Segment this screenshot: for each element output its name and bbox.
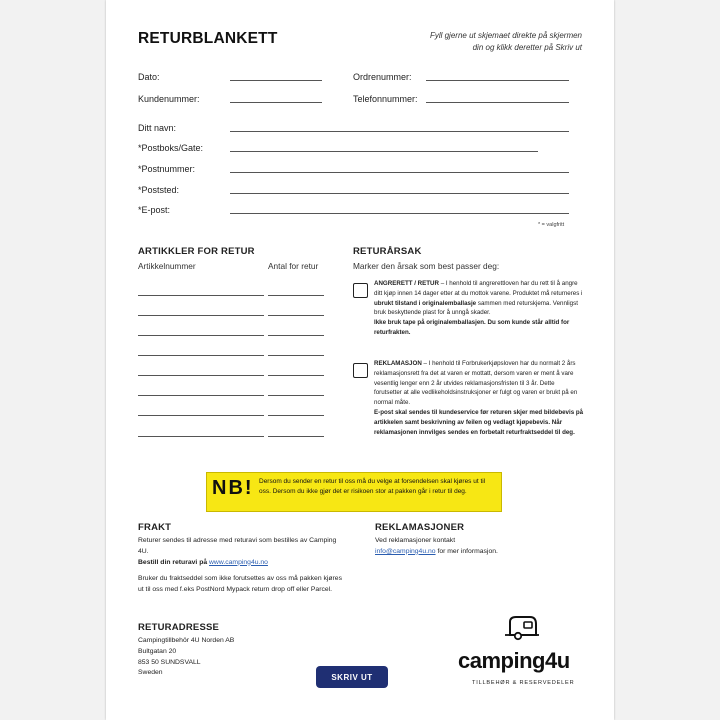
- frakt-line-3: Bruker du fraktseddel som ikke forutsettes av oss må pakken kjøres ut til oss med f.eks PostNord Mypack return drop off eller Parcel.: [138, 575, 342, 594]
- telefonnummer-label: Telefonnummer:: [353, 94, 418, 104]
- articles-heading: ARTIKKLER FOR RETUR: [138, 246, 255, 257]
- article-number-field[interactable]: [138, 375, 264, 376]
- angrerett-bold-2: Ikke bruk tape på originalemballasjen. Du som kunde står alltid for returfrakten.: [374, 319, 570, 336]
- dato-label: Dato:: [138, 72, 160, 82]
- article-amount-field[interactable]: [268, 355, 324, 356]
- ordrenummer-label: Ordrenummer:: [353, 72, 412, 82]
- form-title: RETURBLANKETT: [138, 30, 278, 47]
- nb-label: NB!: [212, 477, 254, 499]
- reason-heading: RETURÅRSAK: [353, 246, 422, 257]
- navn-field[interactable]: [230, 131, 569, 132]
- article-amount-field[interactable]: [268, 335, 324, 336]
- angrerett-text: [374, 279, 584, 338]
- article-number-field[interactable]: [138, 355, 264, 356]
- brand-tagline: TILLBEHØR & RESERVEDELER: [472, 680, 575, 686]
- article-number-field[interactable]: [138, 395, 264, 396]
- article-number-field[interactable]: [138, 335, 264, 336]
- article-amount-field[interactable]: [268, 395, 324, 396]
- postnummer-field[interactable]: [230, 172, 569, 173]
- angrerett-checkbox[interactable]: [353, 283, 368, 298]
- reklamasjon-title: REKLAMASJON: [374, 360, 422, 367]
- caravan-logo-icon: [504, 614, 540, 642]
- article-number-field[interactable]: [138, 295, 264, 296]
- optional-note: * = valgfritt: [538, 222, 565, 228]
- reklamasjoner-line-1: Ved reklamasjoner kontakt: [375, 537, 456, 544]
- poststed-label: *Poststed:: [138, 185, 180, 195]
- angrerett-text-2: sammen med returskjema. Vennligst bruk beskyttende plast for å unngå skader.: [374, 299, 578, 317]
- email-link[interactable]: info@camping4u.no: [375, 547, 436, 555]
- ordrenummer-field[interactable]: [426, 80, 569, 81]
- kundenummer-label: Kundenummer:: [138, 94, 200, 104]
- reklamasjon-text: [374, 359, 584, 437]
- frakt-line-1: Returer sendes til adresse med returavi som bestilles av Camping 4U.: [138, 537, 337, 555]
- telefonnummer-field[interactable]: [426, 102, 569, 103]
- articles-col-amount: Antal for retur: [268, 261, 319, 271]
- kundenummer-field[interactable]: [230, 102, 322, 103]
- article-amount-field[interactable]: [268, 315, 324, 316]
- epost-label: *E-post:: [138, 205, 171, 215]
- reklamasjon-bold: E-post skal sendes til kundeservice før returen skjer med bildebevis på artikkelen samt beskrivning av feilen og vedlagt kjøpebevis. Når reklamasjonen innvilges sendes en forbetalt returfraktseddel til deg.: [374, 408, 584, 436]
- postnummer-label: *Postnummer:: [138, 164, 196, 174]
- address-line-2: Bultgatan 20: [138, 647, 177, 655]
- reklamasjoner-text: [375, 536, 575, 558]
- postboks-label: *Postboks/Gate:: [138, 143, 204, 153]
- frakt-text: [138, 536, 344, 596]
- reklamasjon-checkbox[interactable]: [353, 363, 368, 378]
- angrerett-text-1: – I henhold til angrerettloven har du rett til å angre ditt kjøp innen 14 dager etter at du mottok varene. Produktet må returneres i: [374, 280, 583, 297]
- poststed-field[interactable]: [230, 193, 569, 194]
- article-number-field[interactable]: [138, 436, 264, 437]
- article-amount-field[interactable]: [268, 436, 324, 437]
- reason-subtitle: Marker den årsak som best passer deg:: [353, 261, 500, 271]
- address-line-1: Campingtillbehör 4U Norden AB: [138, 637, 235, 644]
- print-button[interactable]: SKRIV UT: [316, 666, 388, 688]
- notice-box: [206, 472, 502, 512]
- website-link[interactable]: www.camping4u.no: [209, 558, 268, 566]
- instructions: [404, 30, 582, 54]
- address-line-3: 853 50 SUNDSVALL: [138, 658, 201, 666]
- return-address: [138, 636, 318, 679]
- angrerett-title: ANGRERETT / RETUR: [374, 280, 439, 287]
- article-amount-field[interactable]: [268, 295, 324, 296]
- epost-field[interactable]: [230, 213, 569, 214]
- address-line-4: Sweden: [138, 669, 163, 677]
- articles-col-number: Artikkelnummer: [138, 261, 196, 271]
- article-amount-field[interactable]: [268, 375, 324, 376]
- frakt-line-2: Bestill din returavi på: [138, 558, 210, 566]
- navn-label: Ditt navn:: [138, 123, 177, 133]
- instruction-line-2: din og klikk deretter på Skriv ut: [472, 43, 582, 52]
- dato-field[interactable]: [230, 80, 322, 81]
- reklamasjoner-heading: REKLAMASJONER: [375, 522, 465, 533]
- instruction-line-1: Fyll gjerne ut skjemaet direkte på skjermen: [429, 31, 582, 40]
- article-number-field[interactable]: [138, 415, 264, 416]
- notice-text: Dersom du sender en retur til oss må du velge at forsendelsen skal kjøres ut til oss. Dersom du ikke gjør det er risikoen stor at pakken går i retur til deg.: [259, 478, 486, 496]
- reklamasjon-text-1: – I henhold til Forbrukerkjøpsloven har du normalt 2 års reklamasjonsrett fra det at varen er mottatt, dersom varen er ment å vare vesentlig lenger enn 2 år utvides reklamasjonsfristen til 3 år. Dette forutsetter at alle vedlikeholdsinstruksjoner er fulgt og varen er brukt på en normal måte.: [374, 360, 578, 407]
- article-amount-field[interactable]: [268, 415, 324, 416]
- returadresse-heading: RETURADRESSE: [138, 622, 220, 633]
- angrerett-bold-1: ubrukt tilstand i originalemballasje: [374, 299, 477, 307]
- brand-logo: camping4u: [458, 648, 570, 673]
- article-number-field[interactable]: [138, 315, 264, 316]
- reklamasjoner-line-2: for mer informasjon.: [435, 547, 498, 555]
- return-form-page: [106, 0, 614, 720]
- postboks-field[interactable]: [230, 151, 538, 152]
- frakt-heading: FRAKT: [138, 522, 172, 533]
